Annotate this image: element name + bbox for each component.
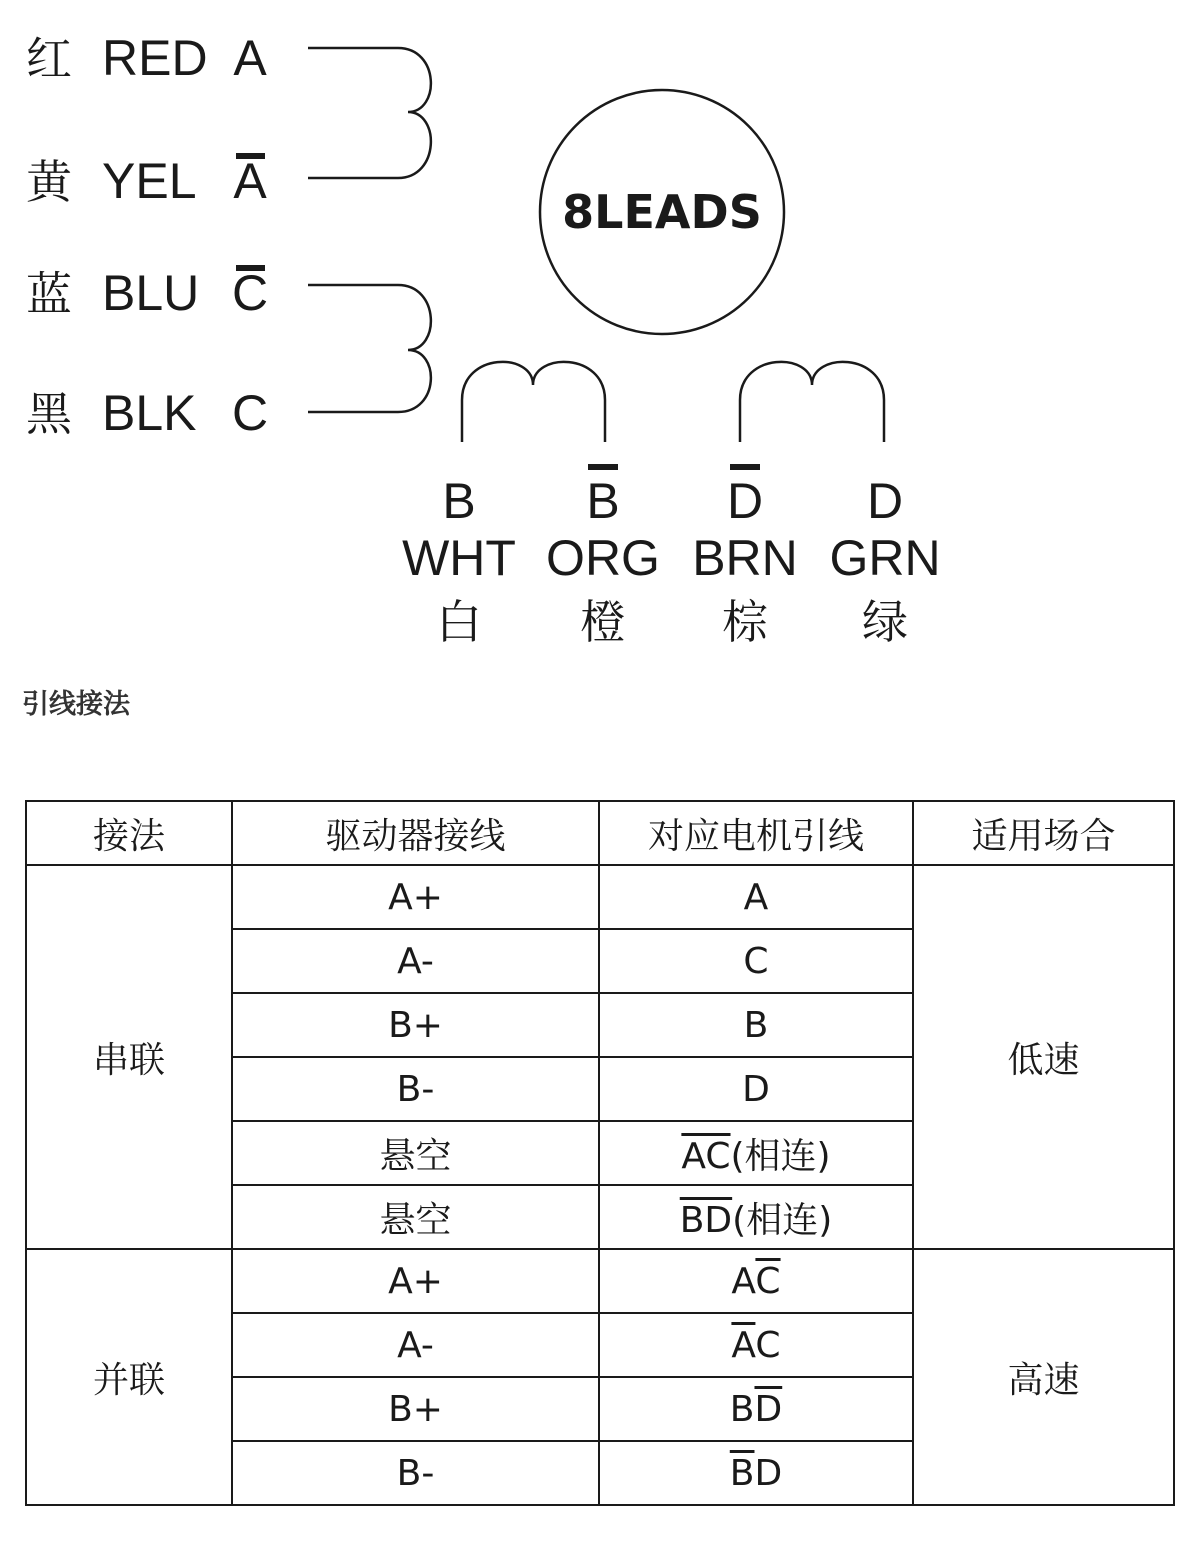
cell-usage: 高速 [913, 1249, 1174, 1505]
motor-lead: (相连) [732, 1199, 833, 1241]
cell-driver: 悬空 [232, 1185, 599, 1249]
motor-lead: A [743, 876, 769, 918]
cell-motor [599, 1313, 913, 1377]
lead-left-terminal: C [231, 265, 269, 321]
cell-driver: B+ [232, 993, 599, 1057]
cell-motor [599, 1249, 913, 1313]
header-method: 接法 [26, 801, 232, 865]
motor-lead-overbar: $\overline{D}$ [754, 1388, 783, 1430]
cell-driver: B- [232, 1057, 599, 1121]
cell-driver: B- [232, 1441, 599, 1505]
header-motor: 对应电机引线 [599, 801, 913, 865]
motor-lead-overbar: $\overline{AC}$ [681, 1135, 731, 1177]
cell-method: 并联 [26, 1249, 232, 1505]
wiring-table [25, 800, 1175, 1506]
lead-bottom-color: BRN [692, 530, 798, 586]
lead-bottom-terminal: D [866, 473, 904, 529]
center-label: 8LEADS [562, 185, 762, 239]
lead-bottom-cn: 白 [436, 595, 482, 649]
cell-motor [599, 1185, 913, 1249]
motor-lead-overbar: $\overline{BD}$ [679, 1199, 733, 1241]
motor-lead-overbar: $\overline{A}$ [731, 1324, 756, 1366]
cell-driver: A- [232, 1313, 599, 1377]
lead-bottom-cn: 绿 [862, 595, 908, 649]
cell-driver: 悬空 [232, 1121, 599, 1185]
lead-bottom-cn: 橙 [580, 595, 626, 649]
table-row [26, 865, 1174, 929]
lead-left-cn: 红 [26, 32, 72, 86]
coil-a-wire [308, 48, 431, 178]
motor-lead-overbar: $\overline{B}$ [729, 1452, 755, 1494]
table-row [26, 1249, 1174, 1313]
lead-bottom-terminal: B [442, 473, 476, 529]
lead-bottom-cn: 棕 [722, 595, 768, 649]
cell-driver: A+ [232, 865, 599, 929]
lead-left-terminal: A [233, 30, 267, 86]
lead-bottom-terminal: D [726, 473, 764, 529]
cell-motor [599, 1441, 913, 1505]
cell-motor [599, 1057, 913, 1121]
motor-lead: C [755, 1324, 781, 1366]
cell-driver: A+ [232, 1249, 599, 1313]
lead-left-cn: 黑 [26, 387, 72, 441]
lead-bottom-color: ORG [546, 530, 660, 586]
header-usage: 适用场合 [913, 801, 1174, 865]
cell-motor [599, 1377, 913, 1441]
motor-lead: C [743, 940, 769, 982]
lead-left-terminal: C [231, 385, 269, 441]
lead-bottom-color: WHT [402, 530, 516, 586]
coil-b-wire [462, 362, 605, 442]
lead-bottom-color: GRN [829, 530, 941, 586]
lead-left-color: BLU [102, 265, 200, 321]
lead-left-terminal: A [233, 153, 267, 209]
motor-lead-overbar: $\overline{C}$ [755, 1260, 781, 1302]
lead-left-cn: 蓝 [26, 267, 72, 321]
lead-left-color: YEL [102, 153, 197, 209]
cell-motor [599, 1121, 913, 1185]
header-driver: 驱动器接线 [232, 801, 599, 865]
coil-d-wire [740, 362, 884, 442]
motor-lead: (相连) [730, 1135, 831, 1177]
cell-driver: B+ [232, 1377, 599, 1441]
motor-lead: A [731, 1260, 756, 1302]
motor-lead: B [729, 1388, 755, 1430]
lead-left-color: RED [102, 30, 208, 86]
cell-motor [599, 993, 913, 1057]
motor-lead: D [742, 1068, 770, 1110]
wiring-diagram [0, 0, 1200, 660]
lead-left-cn: 黄 [26, 155, 72, 209]
motor-lead: D [754, 1452, 783, 1494]
cell-motor [599, 865, 913, 929]
bottom-leads [402, 467, 940, 649]
left-leads [26, 30, 268, 441]
caption: 引线接法 [22, 689, 130, 720]
table-header-row [26, 801, 1174, 865]
cell-usage: 低速 [913, 865, 1174, 1249]
cell-motor [599, 929, 913, 993]
lead-bottom-terminal: B [586, 473, 620, 529]
coil-c-wire [308, 285, 431, 412]
table-body [26, 865, 1174, 1505]
lead-left-color: BLK [102, 385, 197, 441]
cell-driver: A- [232, 929, 599, 993]
cell-method: 串联 [26, 865, 232, 1249]
motor-lead: B [743, 1004, 769, 1046]
